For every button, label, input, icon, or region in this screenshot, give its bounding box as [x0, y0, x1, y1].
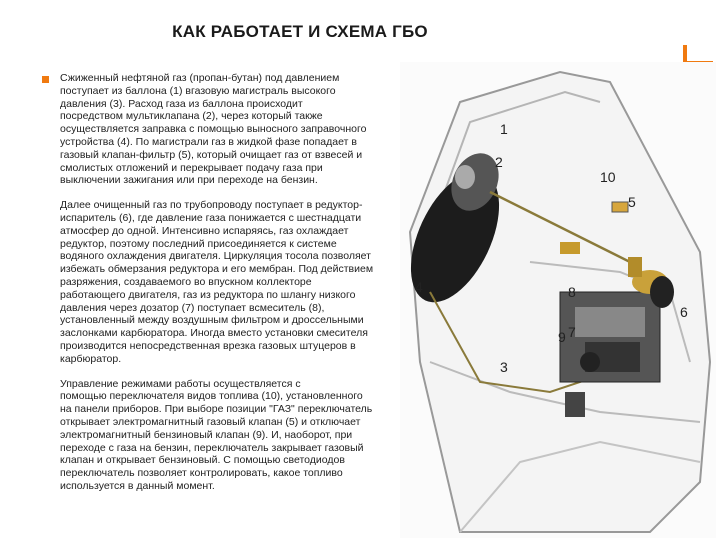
car-cutaway-illustration [400, 62, 716, 538]
fuel-switch [612, 202, 628, 212]
label-7: 7 [568, 324, 576, 340]
label-3: 3 [500, 359, 508, 375]
slide-title: КАК РАБОТАЕТ И СХЕМА ГБО [172, 22, 428, 41]
body-text [60, 72, 412, 505]
label-5: 5 [628, 194, 636, 210]
label-10: 10 [600, 169, 616, 185]
label-4: 4 [415, 279, 423, 295]
label-9: 9 [558, 329, 566, 345]
label-8: 8 [568, 284, 576, 300]
paragraph-3: Управление режимами работы осуществляется с помощью переключателя видов топлива (10), установленного на панели приборов. При выборе позиции "ГАЗ" переключатель открывает электромагнитный газовый клапан (5) и отключает электромагнитный бензиновый клапан (9). И, наоборот, при переходе с газа на бензин, переключатель закрывает газовый клапан и открывает бензиновый. С помощью светодиодов переключатель позволяет контролировать, какое топливо используется в данный момент. [60, 377, 373, 492]
label-1: 1 [500, 121, 508, 137]
label-6: 6 [680, 304, 688, 320]
paragraph-2: Далее очищенный газ по трубопроводу поступает в редуктор- испаритель (6), где давление газа понижается с шестнадцати атмосфер до одной. Интенсивно испаряясь, газ охлаждает редуктор, поэтому последний присоединяется к системе водяного охлаждения двигателя. Циркуляция тосола позволяет избежать обмерзания редуктора и его мембран. Под действием разряжения, создаваемого во впускном коллекторе работающего двигателя, газ из редуктора по шлангу низкого давления через дозатор (7) поступает всмеситель (8), установленный между воздушным фильтром и дроссельными заслонками карбюратора. Иногда вместо установки смесителя производится непосредственная врезка газовых штуцеров в карбюратор. [60, 199, 374, 365]
label-2: 2 [495, 154, 503, 170]
lpg-system-diagram [400, 62, 716, 538]
paragraph-1: Сжиженный нефтяной газ (пропан-бутан) под давлением поступает из баллона (1) вгазовую магистраль высокого давления (3). Расход газа из баллона происходит посредством мультиклапана (2), через который также осуществляется заправка с помощью выносного заправочного устройства (4). По магистрали газ в жидкой фазе попадает в газовый клапан-фильтр (5), который очищает газ от взвесей и смолистых отложений и перекрывает подачу газа при выключении зажигания или при переходе на бензин. [60, 72, 367, 187]
bullet-icon [42, 76, 49, 83]
